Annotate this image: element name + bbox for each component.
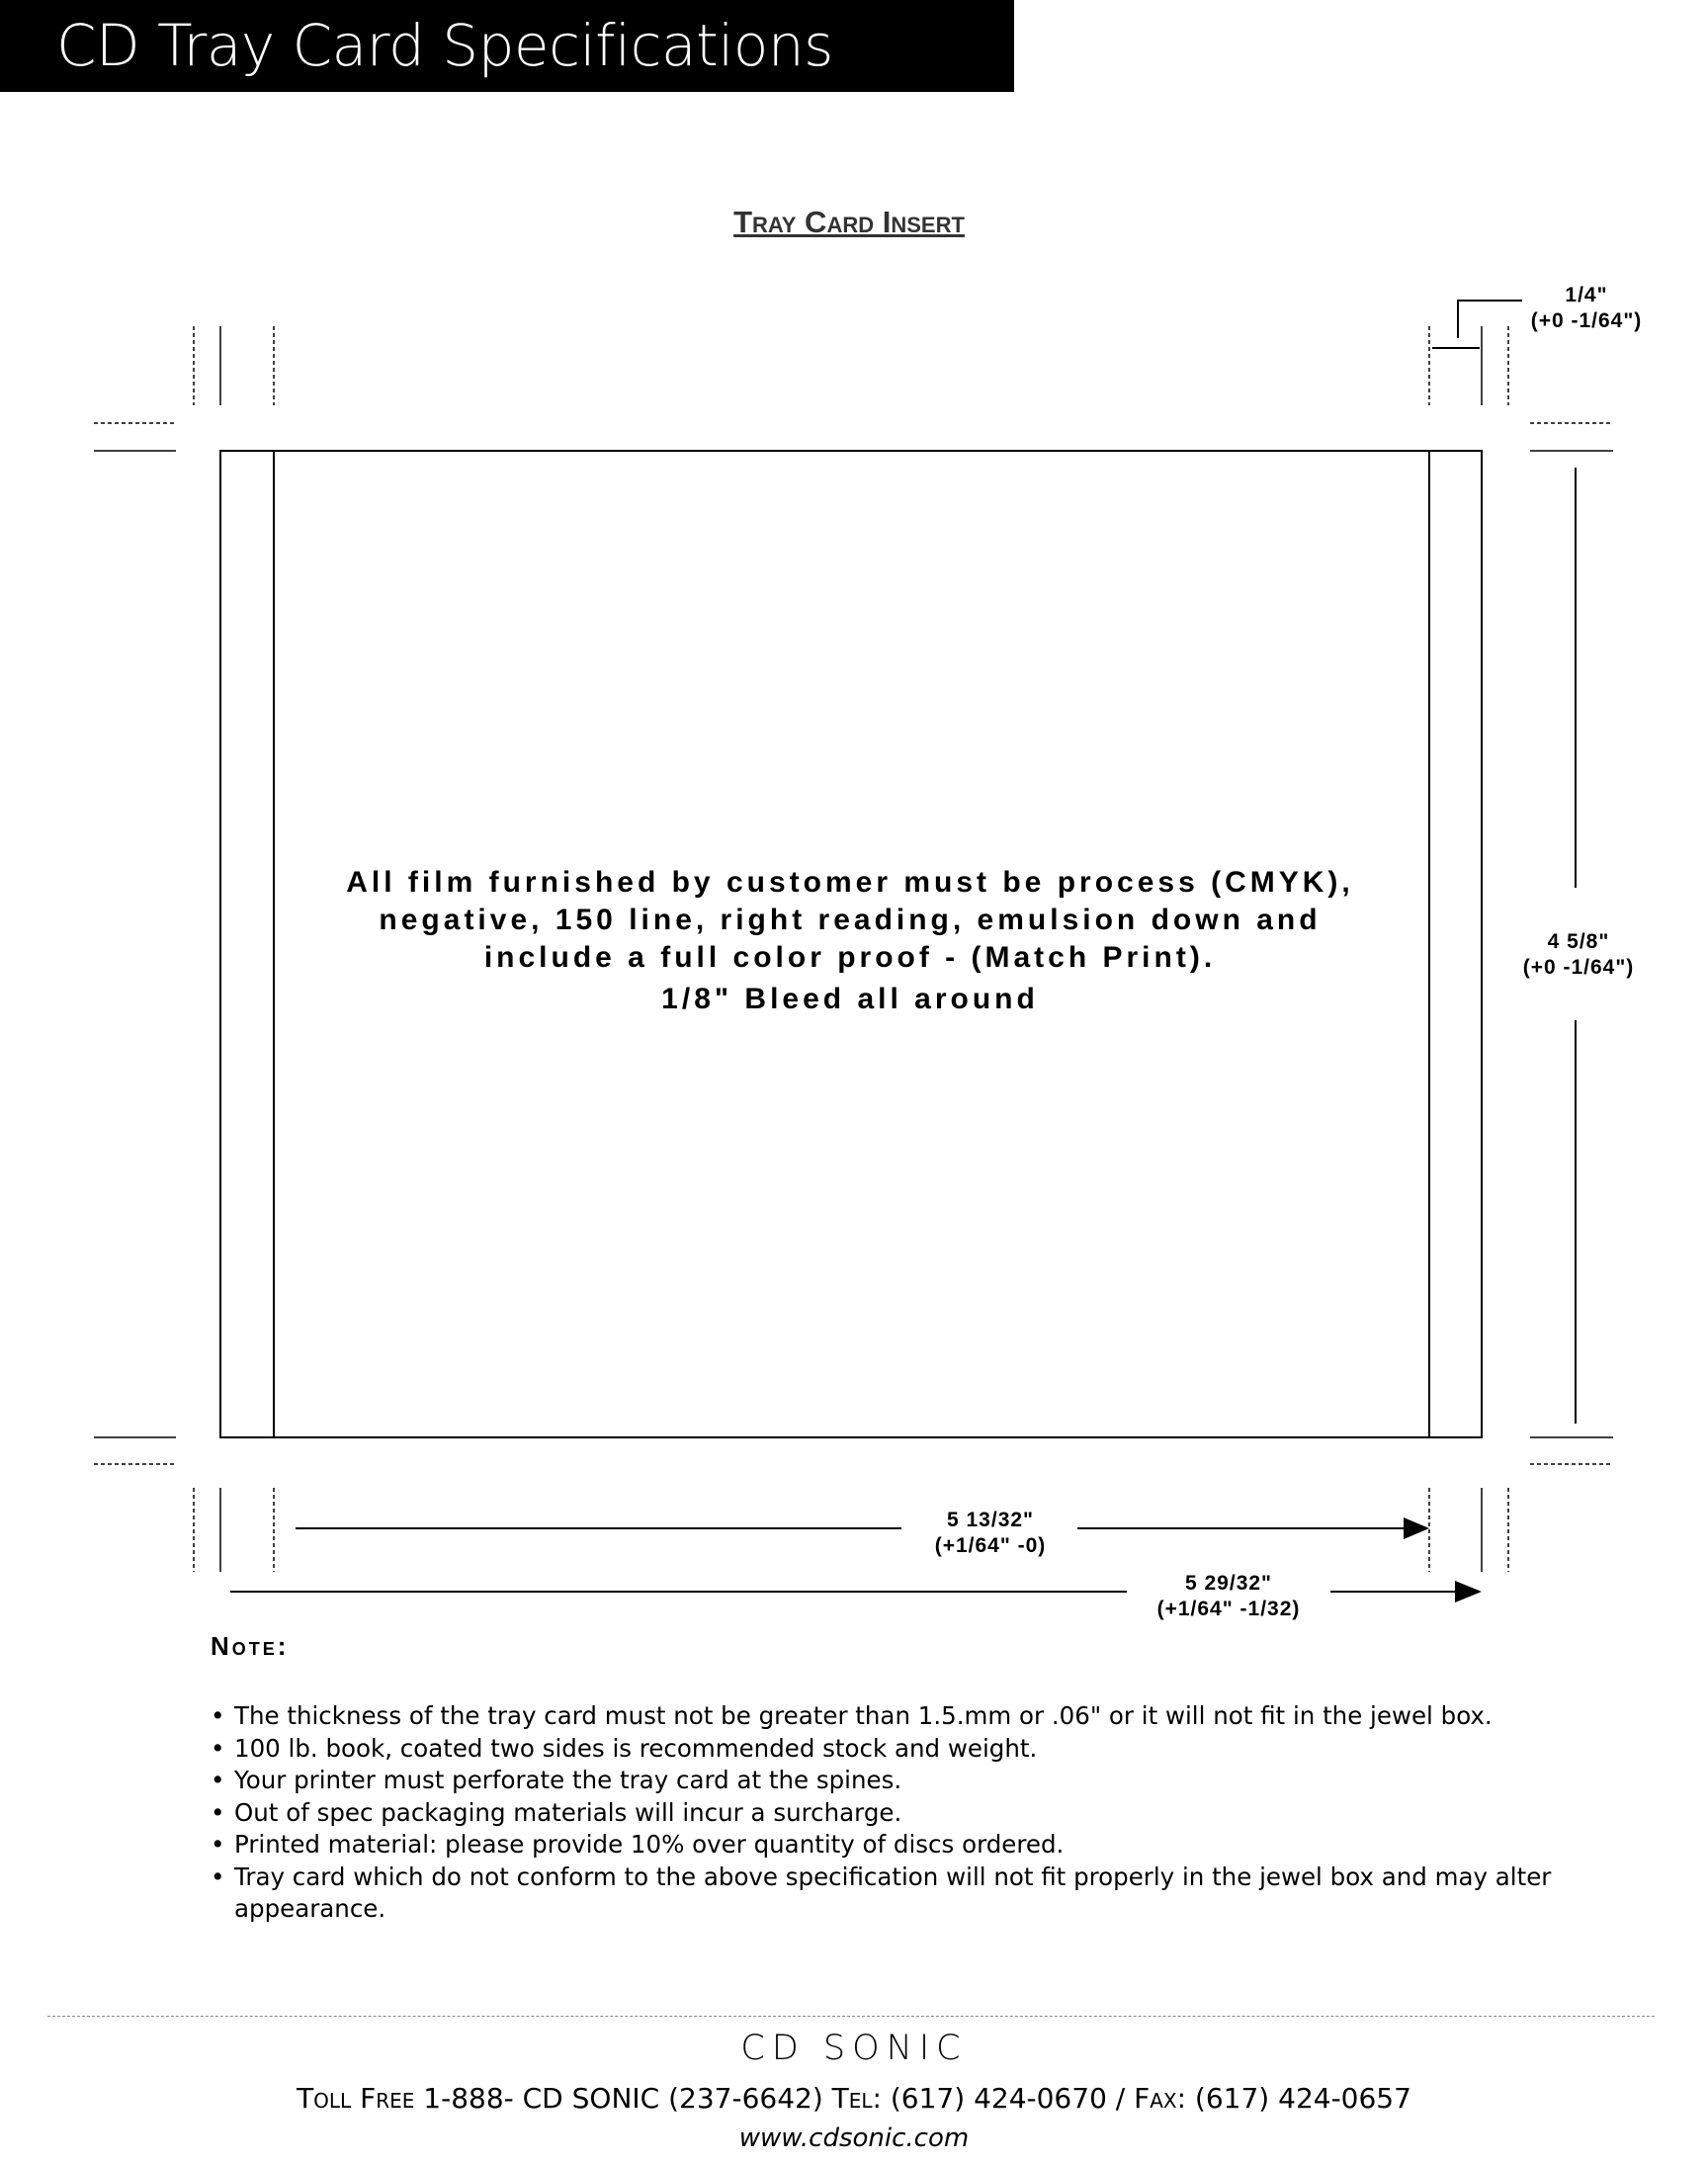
top-crop-marks — [194, 326, 1508, 405]
note-item: • Out of spec packaging materials will incur a surcharge. — [211, 1797, 1614, 1830]
inner-width-label — [906, 1508, 1074, 1559]
card-instructions-line: include a full color proof - (Match Print). — [483, 941, 1217, 974]
height-tolerance: (+0 -1/64") — [1522, 956, 1635, 979]
card-instructions-line: All film furnished by customer must be process (CMYK), — [346, 866, 1354, 899]
note-item: • Your printer must perforate the tray card at the spines. — [211, 1765, 1614, 1797]
note-item: • Tray card which do not conform to the above specification will not fit properly in the jewel box and may alter appearance. — [211, 1862, 1614, 1926]
overall-width-tolerance: (+1/64" -1/32) — [1156, 1598, 1301, 1620]
inner-width-arrowhead — [1404, 1517, 1429, 1539]
overall-width-value: 5 29/32" — [1184, 1572, 1273, 1595]
inner-width-value: 5 13/32" — [946, 1509, 1035, 1531]
note-heading: Note: — [211, 1631, 290, 1661]
spine-width-tolerance: (+0 -1/64") — [1530, 309, 1643, 332]
height-label — [1504, 929, 1653, 981]
note-item: • The thickness of the tray card must not be greater than 1.5.mm or .06" or it will not fit in the jewel box. — [211, 1700, 1614, 1733]
bottom-crop-marks — [194, 1488, 1508, 1572]
footer-brand: CD SONIC — [740, 2029, 968, 2068]
overall-width-arrowhead — [1455, 1581, 1482, 1602]
footer-contact: Toll Free 1-888- CD SONIC (237-6642) Tel: (617) 424-0670 / Fax: (617) 424-0657 — [297, 2082, 1411, 2115]
height-value: 4 5/8" — [1547, 930, 1610, 953]
left-crop-marks — [94, 423, 176, 1464]
notes-list — [211, 1700, 1614, 1926]
page-title: CD Tray Card Specifications — [56, 12, 833, 79]
spine-width-value: 1/4" — [1565, 284, 1608, 306]
card-instructions — [222, 864, 1478, 1018]
inner-width-tolerance: (+1/64" -0) — [934, 1534, 1047, 1557]
bleed-note: 1/8" Bleed all around — [661, 983, 1039, 1015]
overall-width-label — [1130, 1571, 1327, 1622]
section-title-text: Tray Card Insert — [733, 205, 965, 239]
spine-width-label — [1522, 283, 1651, 334]
note-item: • Printed material: please provide 10% over quantity of discs ordered. — [211, 1829, 1614, 1862]
footer-divider — [47, 2016, 1655, 2017]
note-item: • 100 lb. book, coated two sides is recommended stock and weight. — [211, 1733, 1614, 1766]
footer-website-link[interactable]: www.cdsonic.com — [738, 2123, 970, 2153]
card-instructions-line: negative, 150 line, right reading, emulsion down and — [379, 904, 1322, 936]
